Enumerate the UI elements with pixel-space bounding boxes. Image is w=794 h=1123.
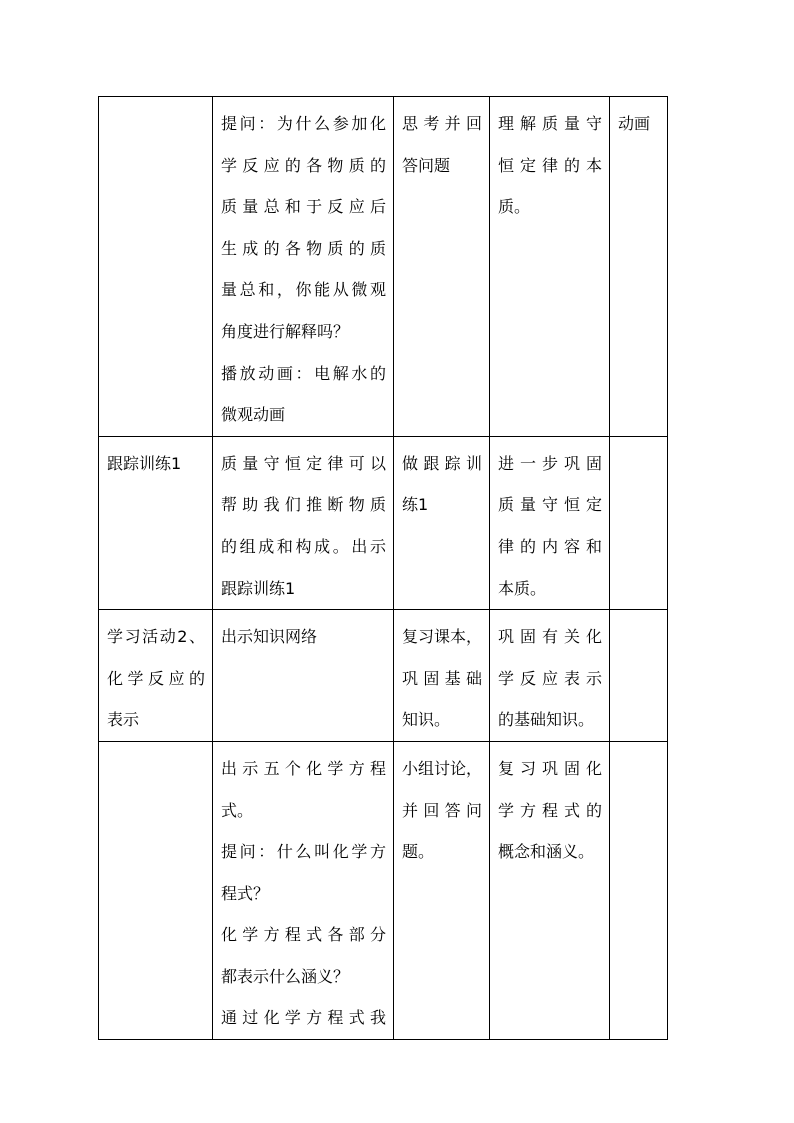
text-line: 程式？ <box>221 883 270 903</box>
text-line: 角度进行解释吗？ <box>221 321 350 341</box>
text-line: 跟踪训练1 <box>107 453 182 473</box>
text-line: 出示知识网络 <box>221 627 318 647</box>
student-activity-cell <box>394 436 490 609</box>
text-line: 量总和，你能从微观 <box>221 280 386 300</box>
text-line: 知识。 <box>402 710 451 730</box>
text-line: 播放动画：电解水的 <box>221 363 386 383</box>
text-line: 表示 <box>107 710 140 730</box>
text-line: 思考并回 <box>402 114 482 133</box>
table-row <box>99 97 668 437</box>
student-activity-cell <box>394 741 490 1039</box>
teacher-activity-cell <box>213 97 394 437</box>
stage-cell <box>99 610 213 742</box>
stage-cell <box>99 97 213 437</box>
table-row <box>99 741 668 1039</box>
text-line: 练1 <box>402 495 429 515</box>
text-line: 质。 <box>498 197 531 217</box>
design-intent-cell <box>490 741 610 1039</box>
text-line: 帮助我们推断物质 <box>221 495 386 515</box>
text-line: 质量总和于反应后 <box>221 197 386 217</box>
media-cell <box>610 741 668 1039</box>
text-line: 化学方程式各部分 <box>221 925 386 945</box>
text-line: 并回答问 <box>402 800 482 820</box>
text-line: 的组成和构成。出示 <box>221 536 386 556</box>
text-line: 做跟踪训 <box>402 453 482 473</box>
stage-cell <box>99 436 213 609</box>
text-line: 质量守恒定 <box>498 495 602 515</box>
media-cell <box>610 436 668 609</box>
teacher-activity-cell <box>213 610 394 742</box>
text-line: 学方程式的 <box>498 800 602 820</box>
text-line: 本质。 <box>498 578 547 598</box>
media-cell <box>610 97 668 437</box>
teacher-activity-cell <box>213 436 394 609</box>
text-line: 恒定律的本 <box>498 155 602 175</box>
text-line: 学习活动2、 <box>107 627 205 647</box>
stage-cell <box>99 741 213 1039</box>
media-cell <box>610 610 668 742</box>
text-line: 复习课本， <box>402 627 483 647</box>
text-line: 律的内容和 <box>498 536 602 556</box>
text-line: 巩固有关化 <box>498 627 602 647</box>
text-line: 题。 <box>402 842 435 862</box>
text-line: 理解质量守 <box>498 114 602 133</box>
text-line: 跟踪训练1 <box>221 578 296 598</box>
text-line: 复习巩固化 <box>498 758 602 778</box>
text-line: 式。 <box>221 800 254 820</box>
design-intent-cell <box>490 610 610 742</box>
text-line: 提问：为什么参加化 <box>221 114 386 133</box>
text-line: 的基础知识。 <box>498 710 595 730</box>
text-line: 学反应的各物质的 <box>221 155 386 175</box>
text-line: 出示五个化学方程 <box>221 758 386 778</box>
text-line: 动画 <box>618 114 651 133</box>
text-line: 质量守恒定律可以 <box>221 453 386 473</box>
text-line: 化学反应的 <box>107 668 205 688</box>
table-row <box>99 610 668 742</box>
text-line: 提问：什么叫化学方 <box>221 842 386 862</box>
teacher-activity-cell <box>213 741 394 1039</box>
table-row <box>99 436 668 609</box>
text-line: 答问题 <box>402 155 451 175</box>
design-intent-cell <box>490 436 610 609</box>
student-activity-cell <box>394 97 490 437</box>
lesson-plan-table <box>98 96 668 1040</box>
text-line: 进一步巩固 <box>498 453 602 473</box>
text-line: 通过化学方程式我 <box>221 1008 386 1028</box>
text-line: 生成的各物质的质 <box>221 238 386 258</box>
text-line: 巩固基础 <box>402 668 482 688</box>
text-line: 都表示什么涵义？ <box>221 966 350 986</box>
text-line: 学反应表示 <box>498 668 602 688</box>
design-intent-cell <box>490 97 610 437</box>
text-line: 微观动画 <box>221 405 286 425</box>
text-line: 概念和涵义。 <box>498 842 595 862</box>
student-activity-cell <box>394 610 490 742</box>
text-line: 小组讨论， <box>402 758 483 778</box>
